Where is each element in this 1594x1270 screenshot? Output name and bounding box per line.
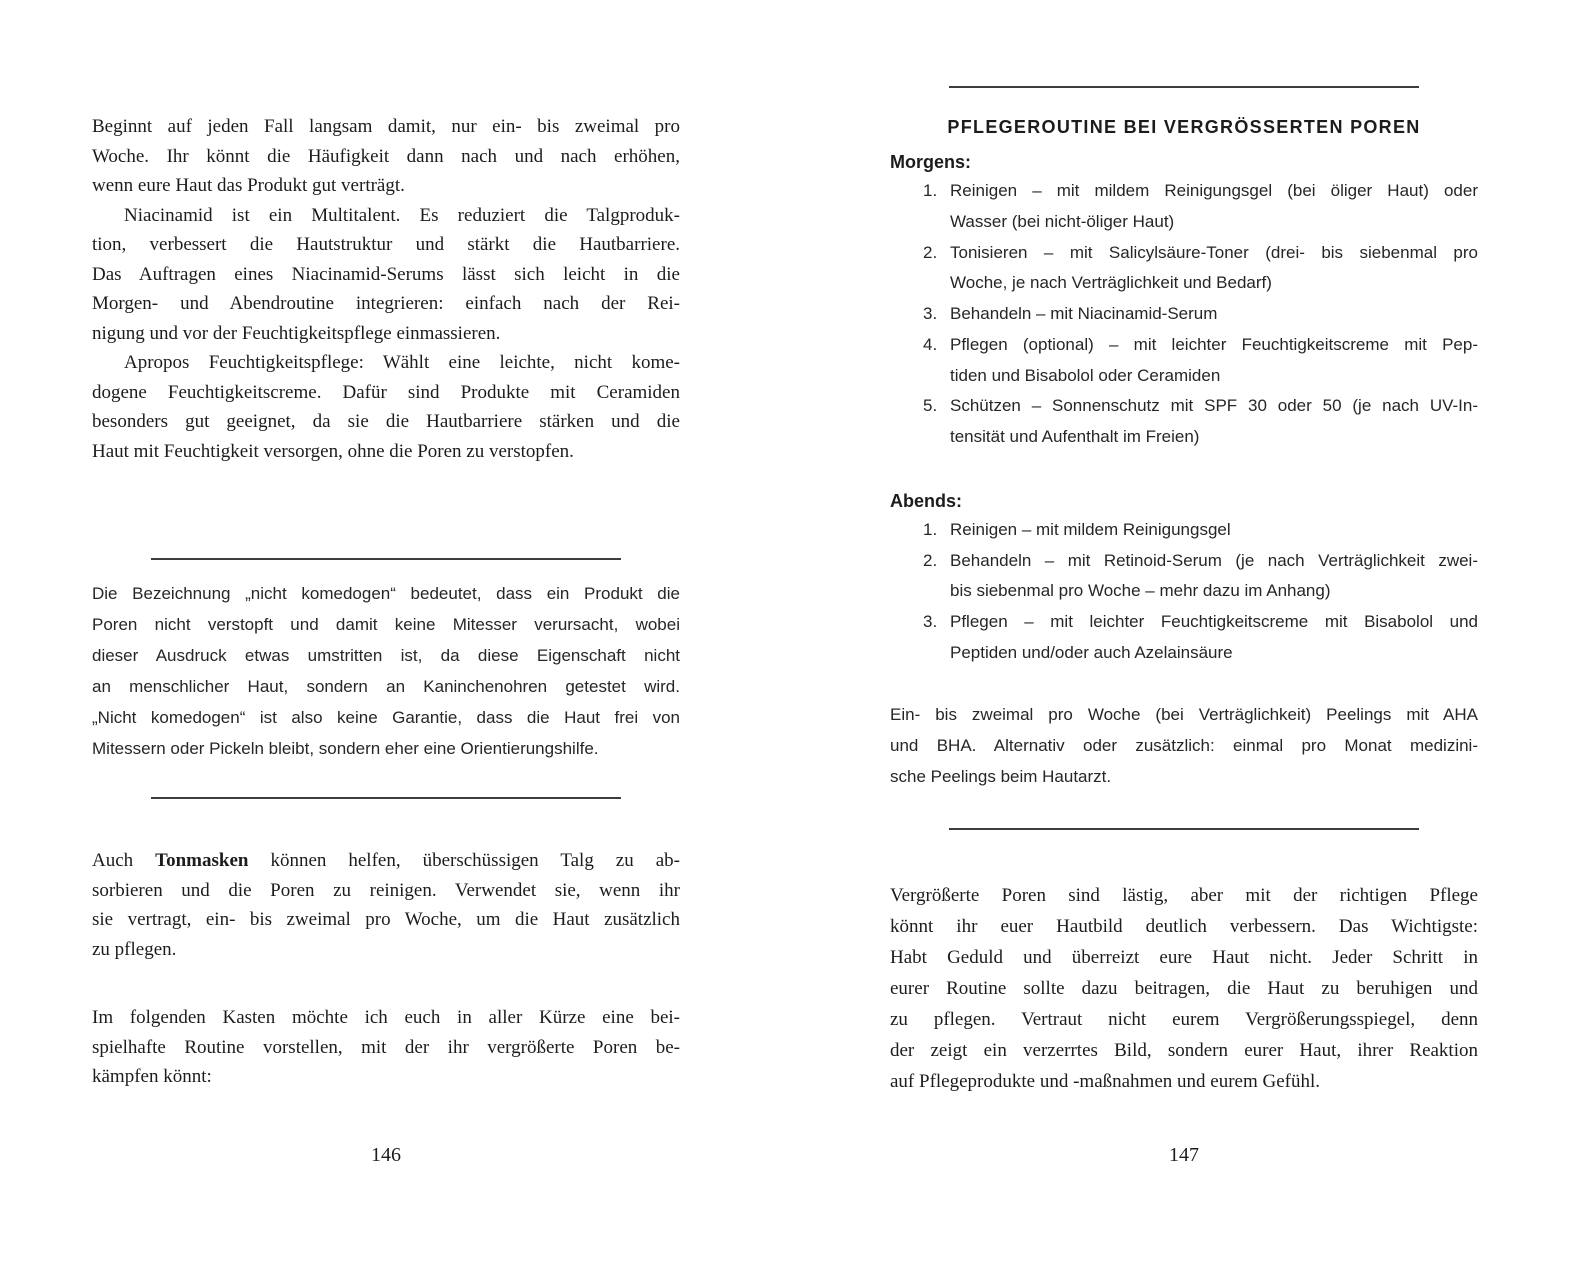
text-line: Poren nicht verstopft und damit keine Mitesser verursacht, wobei [92, 615, 680, 634]
step-number: 2. [923, 550, 938, 570]
routine-step [890, 607, 1478, 669]
routine-step [890, 330, 1478, 392]
divider-rule [151, 558, 621, 560]
text-line: Niacinamid ist ein Multitalent. Es reduziert die Talgproduk- [124, 204, 680, 226]
text-line: bis siebenmal pro Woche – mehr dazu im Anhang) [950, 581, 1331, 601]
routine-heading: PFLEGEROUTINE BEI VERGRÖSSERTEN POREN [947, 117, 1421, 137]
text-line: zu pflegen. Vertraut nicht eurem Vergrößerungsspiegel, denn [890, 1008, 1478, 1030]
text-line: könnt ihr euer Hautbild deutlich verbessern. Das Wichtigste: [890, 915, 1478, 937]
text-line: und BHA. Alternativ oder zusätzlich: einmal pro Monat medizini- [890, 735, 1478, 755]
text-line: Reinigen – mit mildem Reinigungsgel [950, 519, 1231, 539]
text-line: spielhafte Routine vorstellen, mit der ihr vergrößerte Poren be- [92, 1036, 680, 1058]
routine-step [890, 391, 1478, 453]
text-line: Im folgenden Kasten möchte ich euch in aller Kürze eine bei- [92, 1007, 680, 1028]
text-line: Ein- bis zweimal pro Woche (bei Verträglichkeit) Peelings mit AHA [890, 704, 1478, 724]
left-page [92, 112, 680, 1092]
divider-rule [949, 86, 1419, 88]
right-page [890, 80, 1478, 1097]
boxed-note [92, 578, 680, 764]
text-line: „Nicht komedogen“ ist also keine Garantie, dass die Haut frei von [92, 708, 680, 727]
text-line: Pflegen (optional) – mit leichter Feuchtigkeitscreme mit Pep- [950, 334, 1478, 354]
text-line: Woche, je nach Verträglichkeit und Bedarf) [950, 273, 1272, 293]
text-line: Reinigen – mit mildem Reinigungsgel (bei öliger Haut) oder [950, 181, 1478, 200]
text-line: wenn eure Haut das Produkt gut verträgt. [92, 175, 405, 196]
step-number: 2. [923, 242, 938, 262]
text-line: dieser Ausdruck etwas umstritten ist, da diese Eigenschaft nicht [92, 646, 680, 665]
text-line: Pflegen – mit leichter Feuchtigkeitscreme mit Bisabolol und [950, 612, 1478, 631]
text-line: Haut mit Feuchtigkeit versorgen, ohne die Poren zu verstopfen. [92, 440, 574, 462]
text-line: tensität und Aufenthalt im Freien) [950, 427, 1200, 446]
step-text [950, 515, 1478, 546]
step-text [950, 176, 1478, 238]
step-text [950, 299, 1478, 330]
step-text [950, 238, 1478, 300]
text-line: zu pflegen. [92, 938, 177, 960]
step-text [950, 607, 1478, 669]
text-line: Mitessern oder Pickeln bleibt, sondern eher eine Orientierungshilfe. [92, 739, 599, 758]
page-number: 147 [1169, 1144, 1199, 1166]
text-line: kämpfen könnt: [92, 1066, 212, 1087]
text-line: Tonisieren – mit Salicylsäure-Toner (drei- bis siebenmal pro [950, 242, 1478, 262]
text-line: Wasser (bei nicht-öliger Haut) [950, 211, 1175, 231]
text-line: der zeigt ein verzerrtes Bild, sondern eurer Haut, ihrer Reaktion [890, 1039, 1478, 1061]
text-line: Peptiden und/oder auch Azelainsäure [950, 642, 1233, 662]
step-text [950, 546, 1478, 608]
text-line: Beginnt auf jeden Fall langsam damit, nur ein- bis zweimal pro [92, 116, 680, 137]
routine-step [890, 299, 1478, 330]
routine-evening-steps [890, 515, 1478, 669]
text-line: an menschlicher Haut, sondern an Kaninchenohren getestet wird. [92, 677, 680, 696]
text-line: Apropos Feuchtigkeitspflege: Wählt eine leichte, nicht kome- [124, 352, 680, 373]
text-line: tiden und Bisabolol oder Ceramiden [950, 365, 1221, 385]
text-line: Das Auftragen eines Niacinamid-Serums lässt sich leicht in die [92, 263, 680, 285]
text-line: Behandeln – mit Retinoid-Serum (je nach Verträglichkeit zwei- [950, 550, 1478, 570]
text-line: Morgen- und Abendroutine integrieren: einfach nach der Rei- [92, 293, 680, 314]
step-number: 4. [923, 334, 938, 354]
step-number: 1. [923, 181, 938, 200]
step-number: 3. [923, 304, 938, 323]
divider-rule [151, 797, 621, 799]
routine-step [890, 546, 1478, 608]
text-line: Vergrößerte Poren sind lästig, aber mit der richtigen Pflege [890, 884, 1478, 906]
text-line: dogene Feuchtigkeitscreme. Dafür sind Produkte mit Ceramiden [92, 381, 680, 403]
text-line: Habt Geduld und überreizt eure Haut nicht. Jeder Schritt in [890, 946, 1478, 968]
text-line: Auch Tonmasken können helfen, überschüssigen Talg zu ab- [92, 850, 680, 871]
text-line: eurer Routine sollte dazu beitragen, die Haut zu beruhigen und [890, 977, 1478, 999]
text-line: Schützen – Sonnenschutz mit SPF 30 oder 50 (je nach UV-In- [950, 396, 1478, 416]
routine-step [890, 515, 1478, 546]
step-number: 1. [923, 519, 938, 539]
routine-extra-note [890, 699, 1478, 792]
routine-section-label-evening: Abends: [890, 490, 962, 511]
body-paragraph [92, 348, 680, 466]
body-paragraph [92, 1003, 680, 1092]
text-line: Behandeln – mit Niacinamid-Serum [950, 304, 1218, 323]
text-line: sorbieren und die Poren zu reinigen. Verwendet sie, wenn ihr [92, 879, 680, 901]
routine-morning-steps [890, 176, 1478, 453]
step-number: 5. [923, 396, 938, 416]
text-line: nigung und vor der Feuchtigkeitspflege einmassieren. [92, 322, 501, 344]
step-number: 3. [923, 612, 938, 631]
step-text [950, 330, 1478, 392]
text-line: Woche. Ihr könnt die Häufigkeit dann nach und nach erhöhen, [92, 145, 680, 167]
step-text [950, 391, 1478, 453]
body-paragraph [92, 846, 680, 964]
text-line: Die Bezeichnung „nicht komedogen“ bedeutet, dass ein Produkt die [92, 584, 680, 603]
text-line: auf Pflegeprodukte und -maßnahmen und eurem Gefühl. [890, 1070, 1321, 1092]
routine-section-label-morning: Morgens: [890, 152, 971, 172]
text-line: besonders gut geeignet, da sie die Hautbarriere stärken und die [92, 411, 680, 432]
text-line: sie vertragt, ein- bis zweimal pro Woche, um die Haut zusätzlich [92, 909, 680, 930]
page-number: 146 [371, 1144, 401, 1166]
text-line: sche Peelings beim Hautarzt. [890, 766, 1112, 786]
divider-rule [949, 828, 1419, 830]
body-paragraph [92, 201, 680, 349]
routine-step [890, 238, 1478, 300]
body-paragraph [92, 112, 680, 201]
text-line: tion, verbessert die Hautstruktur und stärkt die Hautbarriere. [92, 234, 680, 255]
closing-paragraph [890, 880, 1478, 1097]
routine-step [890, 176, 1478, 238]
